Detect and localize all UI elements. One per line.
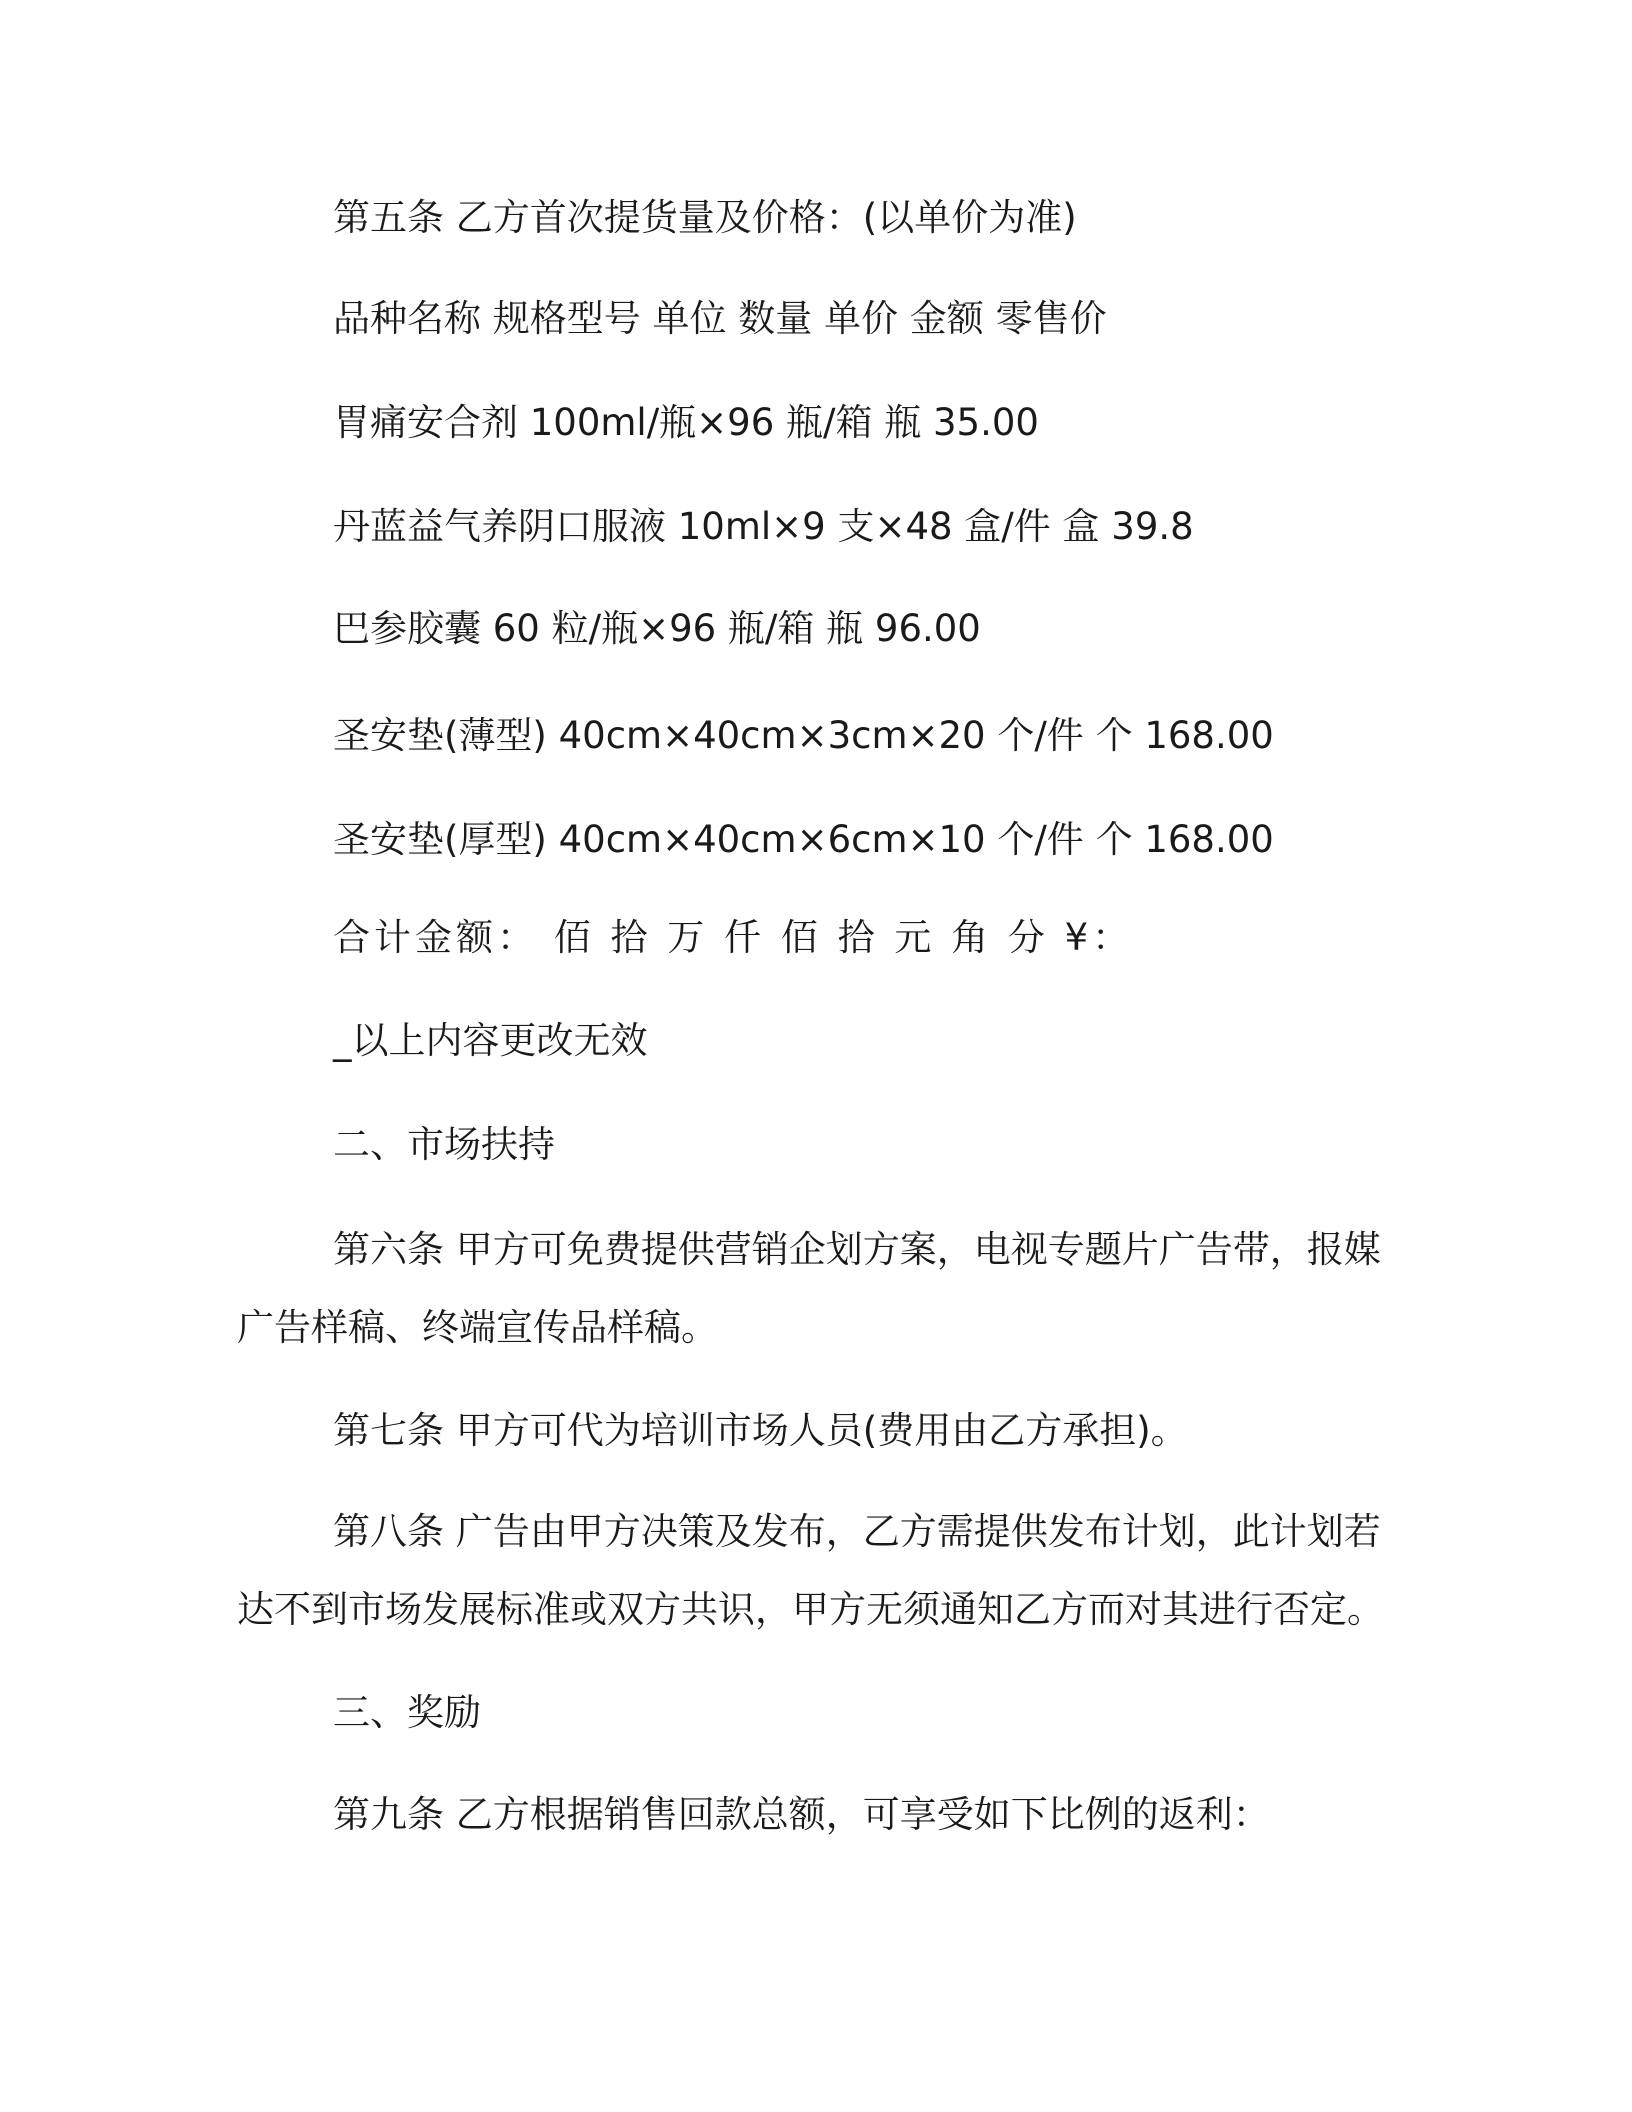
product-table-header: 品种名称 规格型号 单位 数量 单价 金额 零售价 <box>333 297 1107 340</box>
product-row-1: 胃痛安合剂 100ml/瓶×96 瓶/箱 瓶 35.00 <box>333 401 1039 444</box>
total-amount-line: 合计金额： 佰 拾 万 仟 佰 拾 元 角 分 ¥： <box>333 916 1134 959</box>
product-row-4: 圣安垫(薄型) 40cm×40cm×3cm×20 个/件 个 168.00 <box>333 714 1274 757</box>
product-row-3: 巴参胶囊 60 粒/瓶×96 瓶/箱 瓶 96.00 <box>333 607 981 650</box>
modification-note: _以上内容更改无效 <box>333 1019 648 1062</box>
article-8-paragraph: 第八条 广告由甲方决策及发布，乙方需提供发布计划，此计划若达不到市场发展标准或双方共识，甲方无须通知乙方而对其进行否定。 <box>237 1510 1384 1631</box>
product-row-5: 圣安垫(厚型) 40cm×40cm×6cm×10 个/件 个 168.00 <box>333 818 1274 861</box>
section-market-support-heading: 二、市场扶持 <box>333 1123 555 1166</box>
article-9-paragraph: 第九条 乙方根据销售回款总额，可享受如下比例的返利： <box>333 1793 1270 1836</box>
section-reward-heading: 三、奖励 <box>333 1691 481 1734</box>
product-row-2: 丹蓝益气养阴口服液 10ml×9 支×48 盒/件 盒 39.8 <box>333 505 1194 548</box>
article-5-heading: 第五条 乙方首次提货量及价格：(以单价为准) <box>333 196 1077 239</box>
article-7-paragraph: 第七条 甲方可代为培训市场人员(费用由乙方承担)。 <box>333 1409 1188 1452</box>
article-6-paragraph: 第六条 甲方可免费提供营销企划方案，电视专题片广告带，报媒广告样稿、终端宣传品样稿。 <box>237 1228 1381 1349</box>
